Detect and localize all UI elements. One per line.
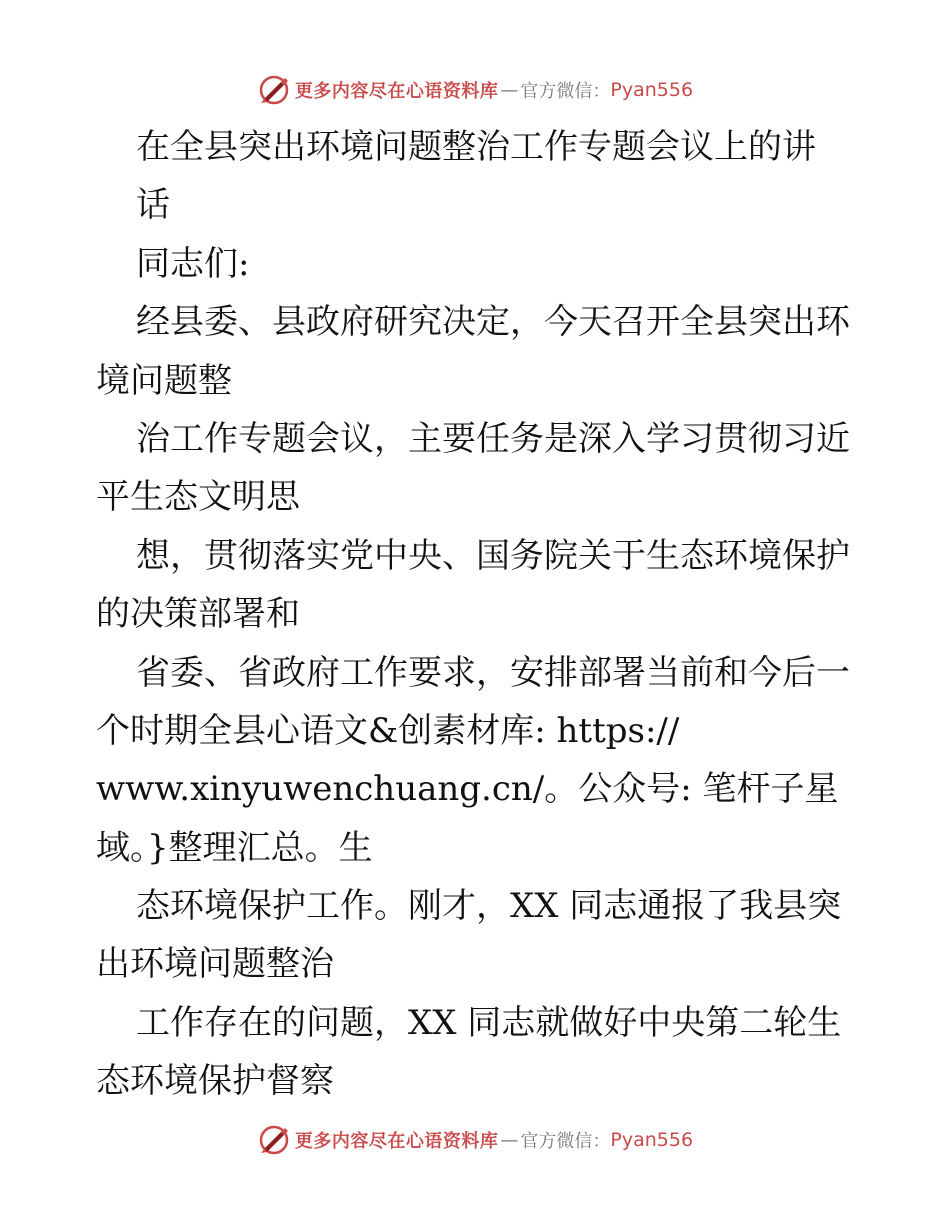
pen-logo-icon (257, 1123, 291, 1157)
header-banner (0, 70, 950, 110)
doc-line: 平生态文明思 (96, 477, 300, 518)
footer-banner (0, 1120, 950, 1160)
wechat-id: Pyan556 (610, 1129, 694, 1151)
doc-line: 态环境保护工作。刚才，XX 同志通报了我县突 (136, 886, 842, 927)
banner-separator: — (500, 1129, 519, 1151)
doc-line: 出环境问题整治 (96, 944, 334, 985)
doc-line: 态环境保护督察 (96, 1061, 334, 1102)
doc-line: 域。}整理汇总。生 (96, 827, 373, 868)
doc-line: 想，贯彻落实党中央、国务院关于生态环境保护 (136, 535, 850, 576)
doc-line: 经县委、县政府研究决定，今天召开全县突出环 (136, 302, 850, 343)
doc-line: 境问题整 (96, 360, 232, 401)
site-name: 更多内容尽在心语资料库 (294, 81, 499, 102)
doc-line: 省委、省政府工作要求，安排部署当前和今后一 (136, 652, 850, 693)
document-body (96, 118, 866, 1111)
doc-line: 的决策部署和 (96, 594, 300, 635)
doc-line: 在全县突出环境问题整治工作专题会议上的讲 (136, 127, 816, 167)
site-name: 更多内容尽在心语资料库 (294, 1131, 499, 1152)
doc-line: www.xinyuwenchuang.cn/。公众号: 笔杆子星 (96, 769, 839, 810)
doc-line: 个时期全县心语文&创素材库: https:// (96, 710, 680, 751)
doc-line: 同志们: (136, 243, 250, 284)
banner-separator: — (500, 79, 519, 101)
wechat-label: 官方微信： (520, 1131, 611, 1152)
wechat-label: 官方微信： (520, 81, 611, 102)
doc-line: 治工作专题会议，主要任务是深入学习贯彻习近 (136, 418, 850, 459)
pen-logo-icon (257, 73, 291, 107)
doc-line: 工作存在的问题，XX 同志就做好中央第二轮生 (136, 1002, 842, 1043)
wechat-id: Pyan556 (610, 79, 694, 101)
doc-line: 话 (136, 185, 170, 226)
